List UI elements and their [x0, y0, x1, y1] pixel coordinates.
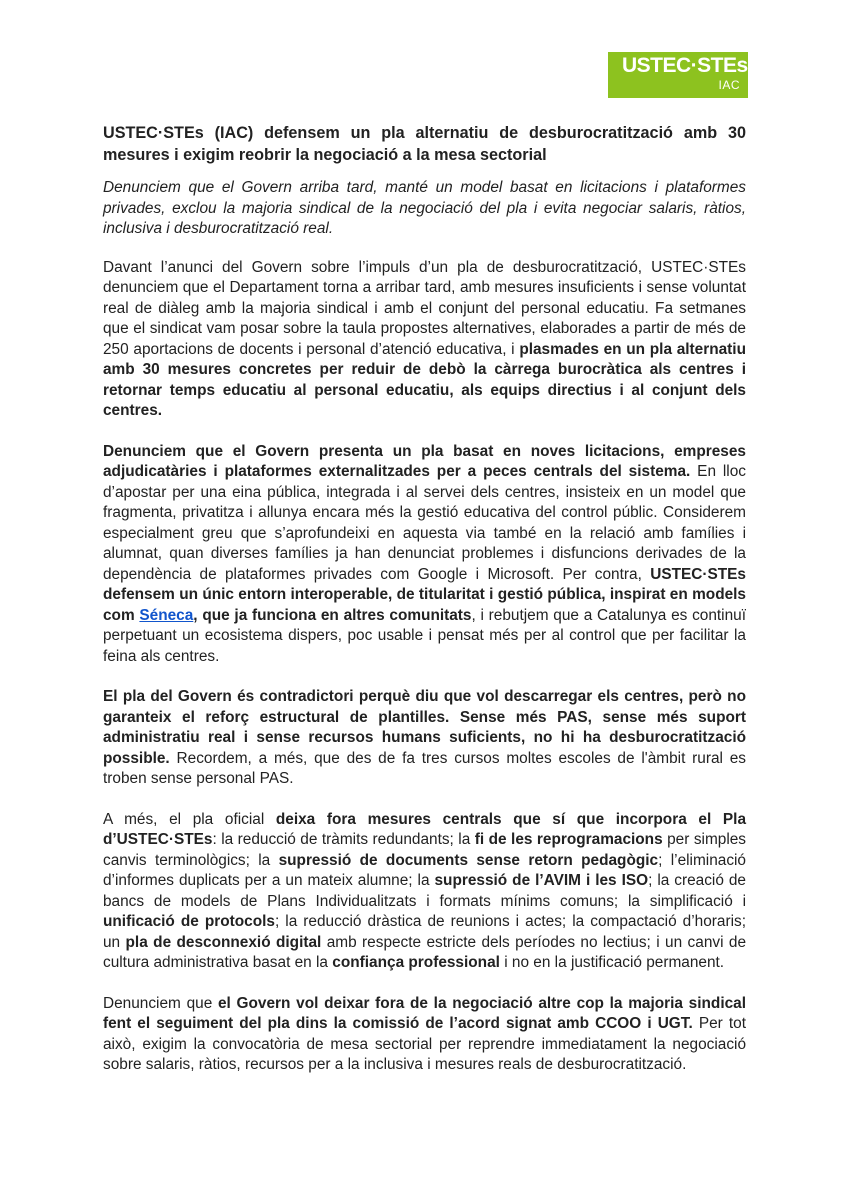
- paragraph-4-bold-2: fi de les reprogramacions: [474, 831, 663, 848]
- paragraph-5-bold: el Govern vol deixar fora de la negociació altre cop la majoria sindical fent el seguiment del pla dins la comissió de l’acord signat amb CCOO i UGT.: [103, 994, 746, 1032]
- press-release-body: [103, 122, 746, 1096]
- paragraph-1-text: Davant l’anunci del Govern sobre l’impuls d’un pla de desburocratització, USTEC·STEs denunciem que el Departament torna a arribar tard, amb mesures insuficients i sense voluntat real de diàleg amb la majoria sindical i amb el conjunt del personal educatiu. Fa setmanes que el sindicat vam posar sobre la taula propostes alternatives, elaborades a partir de més de 250 aportacions de docents i personal d’atenció educativa, i: [103, 258, 746, 358]
- paragraph-3: [103, 687, 746, 790]
- paragraph-2-bold-1: Denunciem que el Govern presenta un pla basat en noves licitacions, empreses adjudicatàries i plataformes externalitzades per a peces centrals del sistema.: [103, 442, 746, 480]
- paragraph-2: [103, 442, 746, 668]
- paragraph-4-text-8: i no en la justificació permanent.: [499, 954, 725, 971]
- paragraph-3-text: Recordem, a més, que des de fa tres cursos moltes escoles de l'àmbit rural es troben sense personal PAS.: [103, 749, 746, 787]
- paragraph-4: [103, 810, 746, 974]
- paragraph-4-bold-6: pla de desconnexió digital: [125, 933, 322, 951]
- page-title: USTEC·STEs (IAC) defensem un pla alternatiu de desburocratització amb 30 mesures i exigim reobrir la negociació a la mesa sectorial: [103, 124, 746, 164]
- paragraph-4-text-5: ; la creació de bancs de models de Plans Individualitzats i formats mínims comuns; la simplificació i: [103, 872, 746, 910]
- paragraph-2-text-2: , i rebutjem que a Catalunya es continuï perpetuant un ecosistema dispers, poc usable i pensat més per al control que per facilitar la feina als centres.: [103, 606, 746, 665]
- logo-sub-text: IAC: [718, 78, 740, 92]
- paragraph-4-text-1: A més, el pla oficial: [103, 810, 276, 828]
- paragraph-4-text-3: per simples canvis terminològics; la: [103, 831, 747, 869]
- paragraph-4-text-2: : la reducció de tràmits redundants; la: [212, 831, 475, 848]
- paragraph-4-bold-3: supressió de documents sense retorn pedagògic: [278, 851, 659, 869]
- paragraph-4-bold-1: deixa fora mesures centrals que sí que incorpora el Pla d’USTEC·STEs: [103, 810, 746, 848]
- paragraph-4-text-4: ; l’eliminació d’informes duplicats per a un mateix alumne; la: [103, 851, 746, 889]
- ustec-stes-logo: [608, 52, 748, 98]
- paragraph-5: [103, 994, 746, 1076]
- paragraph-1: [103, 258, 746, 422]
- lead-paragraph: Denunciem que el Govern arriba tard, manté un model basat en licitacions i plataformes privades, exclou la majoria sindical de la negociació del pla i evita negociar salaris, ràtios, inclusiva i desburocratització real.: [103, 179, 746, 237]
- paragraph-4-bold-7: confiança professional: [332, 954, 500, 971]
- paragraph-5-text-2: Per tot això, exigim la convocatòria de mesa sectorial per reprendre immediatament la negociació sobre salaris, ràtios, recursos per a la inclusiva i mesures reals de desburocratització.: [103, 1015, 746, 1073]
- logo-main-text: USTEC·STEs: [622, 54, 748, 77]
- paragraph-4-text-7: amb respecte estricte dels períodes no lectius; i un canvi de cultura administrativa basat en la: [103, 933, 747, 971]
- paragraph-1-bold: plasmades en un pla alternatiu amb 30 mesures concretes per reduir de debò la càrrega burocràtica als centres i retornar temps educatiu al personal educatiu, als equips directius i al conjunt dels centres.: [103, 340, 746, 419]
- paragraph-4-bold-4: supressió de l’AVIM i les ISO: [434, 872, 649, 889]
- paragraph-2-bold-2: USTEC·STEs defensem un únic entorn interoperable, de titularitat i gestió pública, inspirat en models com: [103, 565, 746, 624]
- paragraph-4-text-6: ; la reducció dràstica de reunions i actes; la compactació d’horaris; un: [103, 913, 746, 951]
- paragraph-2-bold-3: , que ja funciona en altres comunitats: [193, 606, 472, 624]
- seneca-link[interactable]: Séneca: [139, 606, 194, 624]
- paragraph-5-text-1: Denunciem que: [103, 994, 218, 1012]
- paragraph-4-bold-5: unificació de protocols: [103, 913, 275, 930]
- paragraph-2-text-1: En lloc d’apostar per una eina pública, integrada i al servei dels centres, insisteix en un model que fragmenta, privatitza i allunya encara més la gestió educativa del control públic. Considerem especialment greu que s’aprofundeixi en aquesta via també en la relació amb famílies i alumnat, quan diverses famílies ja han denunciat problemes i disfuncions derivades de la dependència de plataformes privades com Google i Microsoft. Per contra,: [103, 463, 746, 583]
- paragraph-3-bold: El pla del Govern és contradictori perquè diu que vol descarregar els centres, però no garanteix el reforç estructural de plantilles. Sense més PAS, sense més suport administratiu real i sense recursos humans suficients, no hi ha desburocratització possible.: [103, 688, 746, 767]
